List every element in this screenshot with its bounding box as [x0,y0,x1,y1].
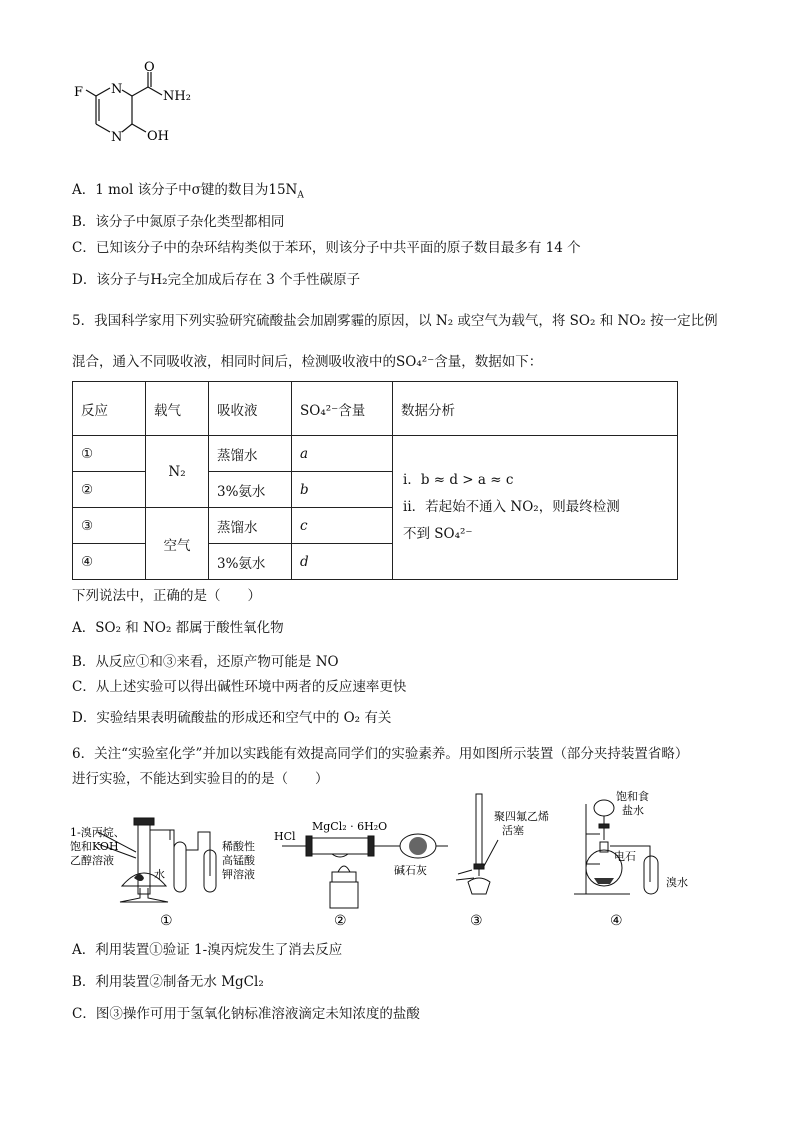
fig1-label-2: 饱和KOH [70,840,119,853]
fig4-top-1: 饱和食 [616,790,649,803]
atom-N-bottom: N [111,130,123,145]
q4-option-d: D．该分子与H₂完全加成后存在 3 个手性碳原子 [72,272,361,288]
cell-liquid: 蒸馏水 [209,436,292,472]
q4-option-a [72,178,304,201]
cell-gas: N₂ [146,436,209,508]
fig1-water-label: 水 [154,868,165,881]
fig4-number: ④ [610,913,623,929]
fig3-label-1: 聚四氟乙烯 [494,810,549,823]
analysis-line-2: ⅱ．若起始不通入 NO₂，则最终检测 [403,499,620,515]
cell-content: a [292,436,393,472]
q5-stem-line2: 混合，通入不同吸收液，相同时间后，检测吸收液中的SO₄²⁻含量，数据如下： [72,354,543,370]
q6-stem-line2: 进行实验，不能达到实验目的的是（ ） [72,771,329,787]
q5-data-table [72,381,678,580]
q4-option-a-text: A．1 mol 该分子中σ键的数目为15N [72,182,298,198]
fig1-number: ① [160,913,173,929]
cell-reaction: ③ [73,508,146,544]
group-NH2: NH₂ [163,89,191,104]
q5-option-d: D．实验结果表明硫酸盐的形成还和空气中的 O₂ 有关 [72,710,392,726]
q6-option-c: C．图③操作可用于氢氧化钠标准溶液滴定未知浓度的盐酸 [72,1006,420,1022]
fig1-right-3: 钾溶液 [222,868,255,881]
header-content: SO₄²⁻含量 [292,382,393,436]
analysis-line-3: 不到 SO₄²⁻ [403,526,473,542]
fig1-right-2: 高锰酸 [222,854,255,867]
q4-option-b: B．该分子中氮原子杂化类型都相同 [72,214,285,230]
q4-option-c: C．已知该分子中的杂环结构类似于苯环，则该分子中共平面的原子数目最多有 14 个 [72,240,581,256]
atom-N-top: N [111,82,123,97]
q5-stem-line1: 5．我国科学家用下列实验研究硫酸盐会加剧雾霾的原因，以 N₂ 或空气为载气，将 SO₂ 和 NO₂ 按一定比例 [72,313,718,329]
atom-F: F [74,85,84,100]
fig3-label-2: 活塞 [502,824,524,837]
q4-option-a-sub: A [297,190,304,201]
apparatus-figure [70,790,730,930]
header-liquid: 吸收液 [209,382,292,436]
fig1-label-1: 1-溴丙烷、 [70,826,125,839]
fig2-hcl: HCl [274,830,296,843]
table-row [73,436,678,472]
q5-option-b: B．从反应①和③来看，还原产物可能是 NO [72,654,339,670]
header-gas: 载气 [146,382,209,436]
cell-liquid: 3%氨水 [209,472,292,508]
cell-reaction: ④ [73,544,146,580]
q5-option-c: C．从上述实验可以得出碱性环境中两者的反应速率更快 [72,679,407,695]
cell-gas: 空气 [146,508,209,580]
cell-reaction: ② [73,472,146,508]
fig3-number: ③ [470,913,483,929]
cell-content: d [292,544,393,580]
fig4-bromine: 溴水 [666,876,688,889]
q6-option-b: B．利用装置②制备无水 MgCl₂ [72,974,264,990]
atom-O: O [144,60,155,75]
fig1-label-3: 乙醇溶液 [70,854,114,867]
cell-analysis [393,436,678,580]
header-analysis: 数据分析 [393,382,678,436]
fig4-top-2: 盐水 [622,804,644,817]
favipiravir-structure [70,60,210,160]
q5-option-a: A．SO₂ 和 NO₂ 都属于酸性氧化物 [72,620,284,636]
q6-option-a: A．利用装置①验证 1-溴丙烷发生了消去反应 [72,942,343,958]
fig2-salt: MgCl₂ · 6H₂O [312,820,388,833]
cell-content: c [292,508,393,544]
fig4-carbide: 电石 [614,850,636,863]
group-OH: OH [147,129,169,144]
cell-reaction: ① [73,436,146,472]
q5-question: 下列说法中，正确的是（ ） [72,588,261,604]
fig2-number: ② [334,913,347,929]
table-header-row [73,382,678,436]
cell-liquid: 蒸馏水 [209,508,292,544]
q6-stem-line1: 6．关注“实验室化学”并加以实践能有效提高同学们的实验素养。用如图所示装置（部分夹持装置省略） [72,746,689,762]
analysis-line-1: ⅰ．b ≈ d > a ≈ c [403,472,514,488]
cell-content: b [292,472,393,508]
cell-liquid: 3%氨水 [209,544,292,580]
fig1-right-1: 稀酸性 [222,840,255,853]
header-reaction: 反应 [73,382,146,436]
fig2-lime: 碱石灰 [394,864,427,877]
